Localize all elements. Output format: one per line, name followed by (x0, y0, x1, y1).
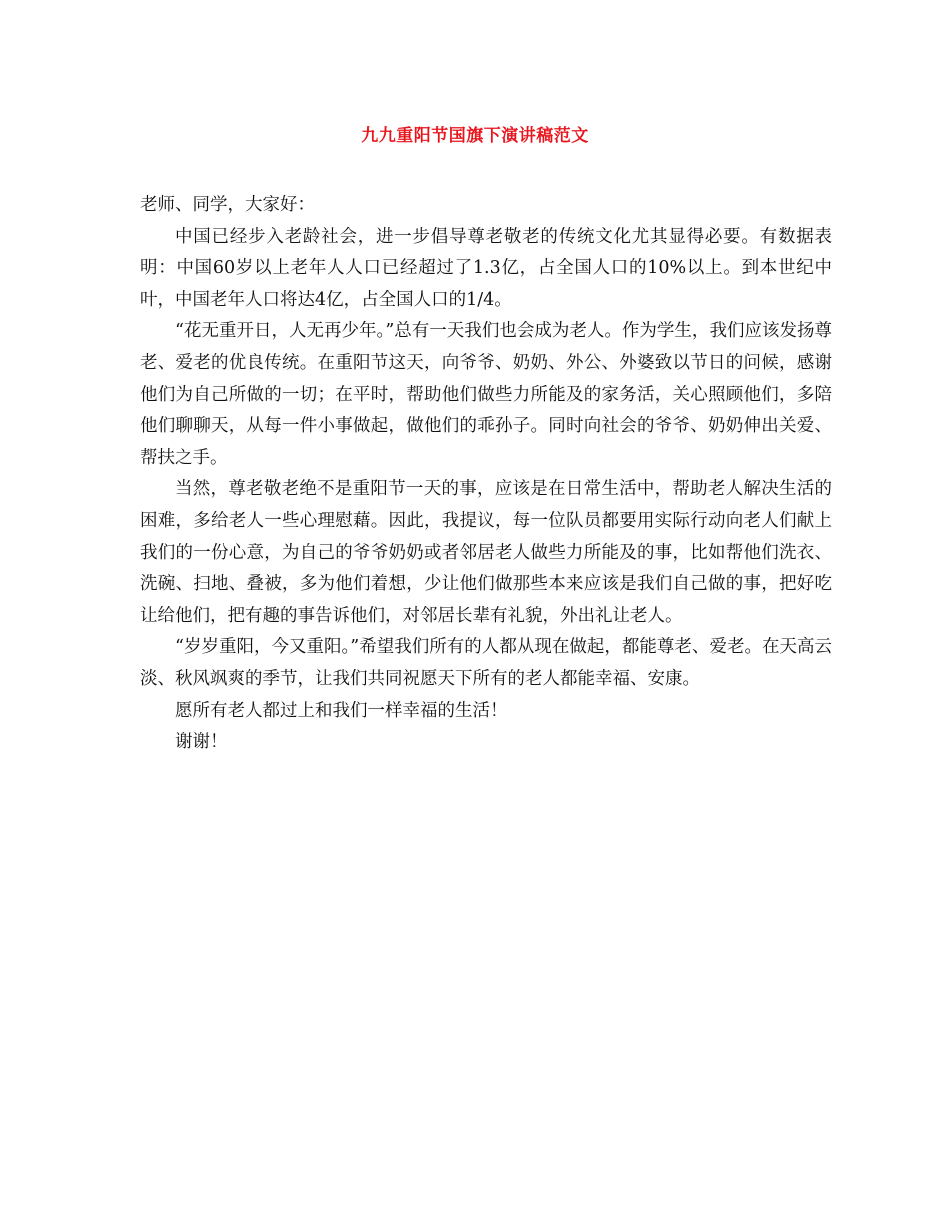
salutation: 老师、同学，大家好： (140, 195, 315, 215)
document-title: 九九重阳节国旗下演讲稿范文 (361, 126, 589, 146)
document-body (140, 190, 832, 759)
paragraph-blessing: 愿所有老人都过上和我们一样幸福的生活！ (175, 700, 508, 721)
paragraph-wish: “岁岁重阳，今又重阳。”希望我们所有的人都从现在做起，都能尊老、爱老。在天高云淡、秋风飒爽的季节，让我们共同祝愿天下所有的老人都能幸福、安康。 (140, 637, 832, 689)
paragraph-thanks: 谢谢！ (175, 732, 228, 753)
paragraph-daily-life: 当然，尊老敬老绝不是重阳节一天的事，应该是在日常生活中，帮助老人解决生活的困难，多给老人一些心理慰藉。因此，我提议，每一位队员都要用实际行动向老人们献上我们的一份心意，为自己的爷爷奶奶或者邻居老人做些力所能及的事，比如帮他们洗衣、洗碗、扫地、叠被，多为他们着想，少让他们做那些本来应该是我们自己做的事，把好吃让给他们，把有趣的事告诉他们，对邻居长辈有礼貌，外出礼让老人。 (140, 479, 832, 626)
paragraph-population: 中国已经步入老龄社会，进一步倡导尊老敬老的传统文化尤其显得必要。有数据表明：中国60岁以上老年人人口已经超过了1.3亿，占全国人口的10%以上。到本世纪中叶，中国老年人口将达4亿，占全国人口的1/4。 (140, 226, 832, 310)
paragraph-tradition: “花无重开日，人无再少年。”总有一天我们也会成为老人。作为学生，我们应该发扬尊老、爱老的优良传统。在重阳节这天，向爷爷、奶奶、外公、外婆致以节日的问候，感谢他们为自己所做的一切；在平时，帮助他们做些力所能及的家务活，关心照顾他们，多陪他们聊聊天，从每一件小事做起，做他们的乖孙子。同时向社会的爷爷、奶奶伸出关爱、帮扶之手。 (140, 321, 832, 468)
